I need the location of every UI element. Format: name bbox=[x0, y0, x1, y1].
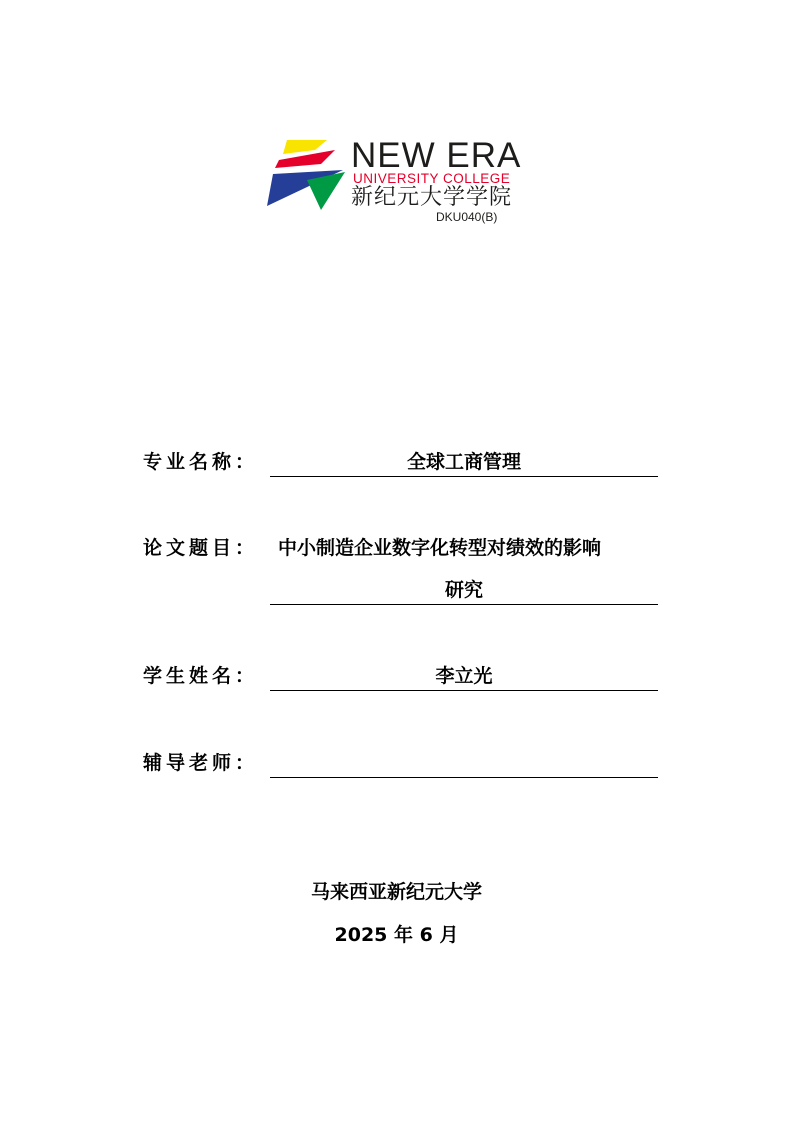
advisor-underline bbox=[270, 777, 658, 778]
logo-code: DKU040(B) bbox=[436, 210, 498, 224]
thesis-title-underline bbox=[270, 604, 658, 605]
logo-mark-icon bbox=[265, 138, 347, 210]
thesis-title-label: 论文题目： bbox=[143, 537, 259, 559]
institution-name: 马来西亚新纪元大学 bbox=[310, 881, 482, 903]
major-value: 全球工商管理 bbox=[406, 451, 521, 473]
thesis-title-line2: 研究 bbox=[444, 579, 483, 601]
student-name-value: 李立光 bbox=[435, 665, 493, 687]
thesis-title-line1: 中小制造企业数字化转型对绩效的影响 bbox=[278, 537, 602, 559]
logo-name-en: NEW ERA bbox=[351, 136, 522, 175]
logo-yellow-stripe bbox=[283, 140, 327, 154]
student-name-label: 学生姓名： bbox=[143, 665, 259, 687]
student-name-underline bbox=[270, 690, 658, 691]
logo-subtitle-en: UNIVERSITY COLLEGE bbox=[353, 171, 511, 186]
university-logo bbox=[265, 138, 525, 230]
logo-name-cn: 新纪元大学学院 bbox=[351, 185, 513, 210]
submission-date: 2025 年 6 月 bbox=[334, 924, 459, 946]
major-underline bbox=[270, 476, 658, 477]
advisor-label: 辅导老师： bbox=[143, 752, 259, 774]
major-label: 专业名称： bbox=[143, 451, 259, 473]
